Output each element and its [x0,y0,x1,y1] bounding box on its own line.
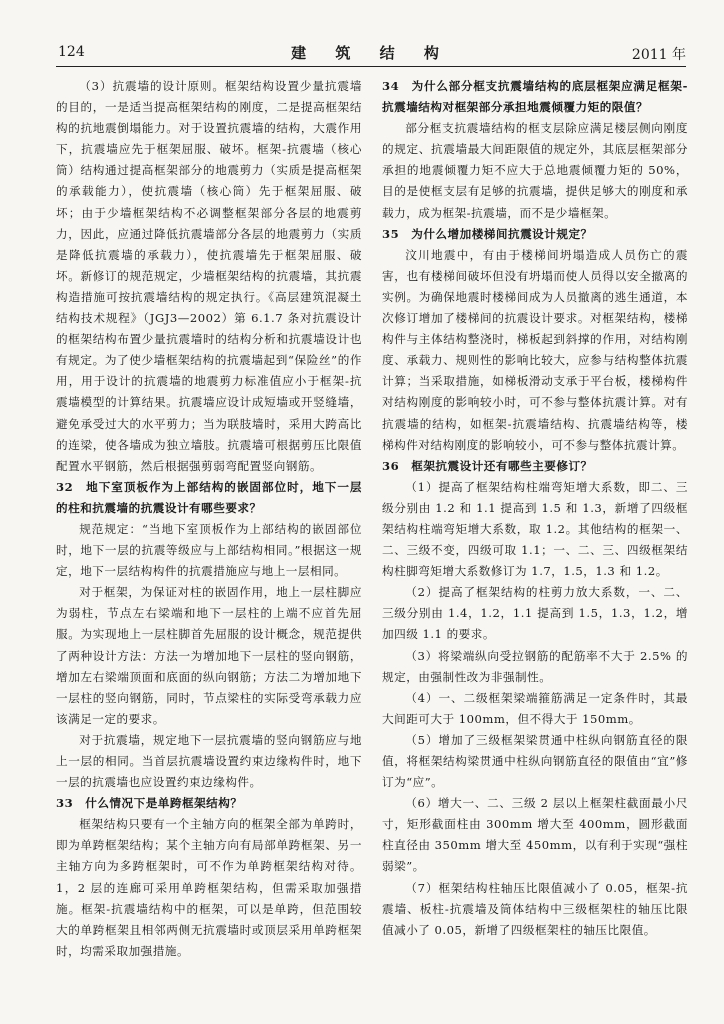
question-heading: 35 为什么增加楼梯间抗震设计规定？ [382,226,593,241]
paragraph: （7）框架结构柱轴压比限值减小了 0.05，框架-抗震墙、板柱-抗震墙及筒体结构中三级框架柱的轴压比限值减小了 0.05，新增了四级框架柱的轴压比限值。 [382,880,688,937]
right-column [382,76,688,1018]
question-heading: 36 框架抗震设计还有哪些主要修订？ [382,458,593,473]
paragraph: （5）增加了三级框架梁贯通中柱纵向钢筋直径的限值，将框架结构梁贯通中柱纵向钢筋直径的限值由“宜”修订为“应”。 [382,732,688,790]
paragraph: 对于框架，为保证对柱的嵌固作用，地上一层柱脚应为弱柱，节点左右梁端和地下一层柱的上端不应首先屈服。为实现地上一层柱脚首先屈服的设计概念，规范提供了两种设计方法：方法一为增加地下一层柱的竖向钢筋，增加左右梁端顶面和底面的纵向钢筋；方法二为增加地下一层柱的竖向钢筋，同时，节点梁柱的实际受弯承载力应该满足一定的要求。 [56,585,362,726]
journal-title: 建 筑 结 构 [291,44,451,62]
paragraph: 对于抗震墙，规定地下一层抗震墙的竖向钢筋应与地上一层的相同。当首层抗震墙设置约束边缘构件时，地下一层的抗震墙也应设置约束边缘构件。 [56,732,362,790]
question-heading: 32 地下室顶板作为上部结构的嵌固部位时，地下一层的柱和抗震墙的抗震设计有哪些要求？ [56,479,362,515]
paragraph: （2）提高了框架结构的柱剪力放大系数，一、二、三级分别由 1.4，1.2，1.1 提高到 1.5，1.3，1.2，增加四级 1.1 的要求。 [382,585,688,642]
paragraph: 汶川地震中，有由于楼梯间坍塌造成人员伤亡的震害，也有楼梯间破坏但没有坍塌而使人员得以安全撤离的实例。为确保地震时楼梯间成为人员撤离的逃生通道，本次修订增加了楼梯间的抗震设计要求。对框架结构，楼梯构件与主体结构整浇时，梯板起到斜撑的作用，对结构刚度、承载力、规则性的影响比较大，应参与结构整体抗震计算；当采取措施，如梯板滑动支承于平台板，楼梯构件对结构刚度的影响较小时，可不参与整体抗震计算。对有抗震墙的结构，如框架-抗震墙结构、抗震墙结构等，楼梯构件对结构刚度的影响较小，可不参与整体抗震计算。 [382,247,688,452]
paragraph: （6）增大一、二、三级 2 层以上框架柱截面最小尺寸，矩形截面柱由 300mm 增大至 400mm，圆形截面柱直径由 350mm 增大至 450mm，以有利于实现“强柱弱梁”。 [382,796,688,874]
page-number: 124 [58,44,85,60]
paragraph: （1）提高了框架结构柱端弯矩增大系数，即二、三级分别由 1.2 和 1.1 提高到 1.5 和 1.3，新增了四级框架结构柱端弯矩增大系数，取 1.2。其他结构的框架一、二、三级不变，四级可取 1.1；一、二、三、四级框架结构柱脚弯矩增大系数修订为 1.7，1.5，1.3 和 1.2。 [382,479,688,579]
paragraph: 规范规定：“当地下室顶板作为上部结构的嵌固部位时，地下一层的抗震等级应与上部结构相同。”根据这一规定，地下一层结构构件的抗震措施应与地上一层相同。 [56,521,362,579]
paragraph: （3）将梁端纵向受拉钢筋的配筋率不大于 2.5% 的规定，由强制性改为非强制性。 [382,648,688,684]
issue-year: 2011 年 [631,47,686,63]
paragraph: 部分框支抗震墙结构的框支层除应满足楼层侧向刚度的规定、抗震墙最大间距限值的规定外，其底层框架部分承担的地震倾覆力矩不应大于总地震倾覆力矩的 50%，目的是使框支层有足够的抗震墙，提供足够大的刚度和承载力，成为框架-抗震墙，而不是少墙框架。 [382,121,688,220]
question-heading: 33 什么情况下是单跨框架结构？ [56,796,243,811]
paragraph: （3）抗震墙的设计原则。框架结构设置少量抗震墙的目的，一是适当提高框架结构的刚度，二是提高框架结构的抗地震倒塌能力。对于设置抗震墙的结构，大震作用下，抗震墙应先于框架屈服、破坏。框架-抗震墙（核心筒）结构通过提高框架部分的地震剪力（实质是提高框架的承载能力），使抗震墙（核心筒）先于框架屈服、破坏；由于少墙框架结构不必调整框架部分各层的地震剪力，因此，应通过降低抗震墙部分各层的地震剪力（实质是降低抗震墙的承载力），使抗震墙先于框架屈服、破坏。新修订的规范规定，少墙框架结构的抗震墙，其抗震构造措施可按抗震墙结构的规定执行。《高层建筑混凝土结构技术规程》（JGJ3—2002）第 6.1.7 条对抗震设计的框架结构布置少量抗震墙时的结构分析和抗震墙设计也有规定。为了使少墙框架结构的抗震墙起到“保险丝”的作用，用于设计的抗震墙的地震剪力标准值应小于框架-抗震墙模型的计算结果。抗震墙应设计成短墙或开竖缝墙，避免承受过大的水平剪力；当为联肢墙时，采用大跨高比的连梁，使各墙成为独立墙肢。抗震墙可根据剪压比限值配置水平钢筋，然后根据强剪弱弯配置竖向钢筋。 [56,79,362,473]
left-column [56,76,362,1018]
paragraph: （4）一、二级框架梁端箍筋满足一定条件时，其最大间距可大于 100mm，但不得大于 150mm。 [382,690,688,726]
page-header [56,40,686,67]
question-heading: 34 为什么部分框支抗震墙结构的底层框架应满足框架-抗震墙结构对框架部分承担地震倾覆力矩的限值？ [382,79,688,115]
paragraph: 框架结构只要有一个主轴方向的框架全部为单跨时，即为单跨框架结构；某个主轴方向有局部单跨框架、另一主轴方向为多跨框架时，可不作为单跨框架结构对待。1，2 层的连廊可采用单跨框架结构，但需采取加强措施。框架-抗震墙结构中的框架，可以是单跨，但范围较大的单跨框架且相邻两侧无抗震墙时或顶层采用单跨框架时，均需采取加强措施。 [56,817,362,958]
